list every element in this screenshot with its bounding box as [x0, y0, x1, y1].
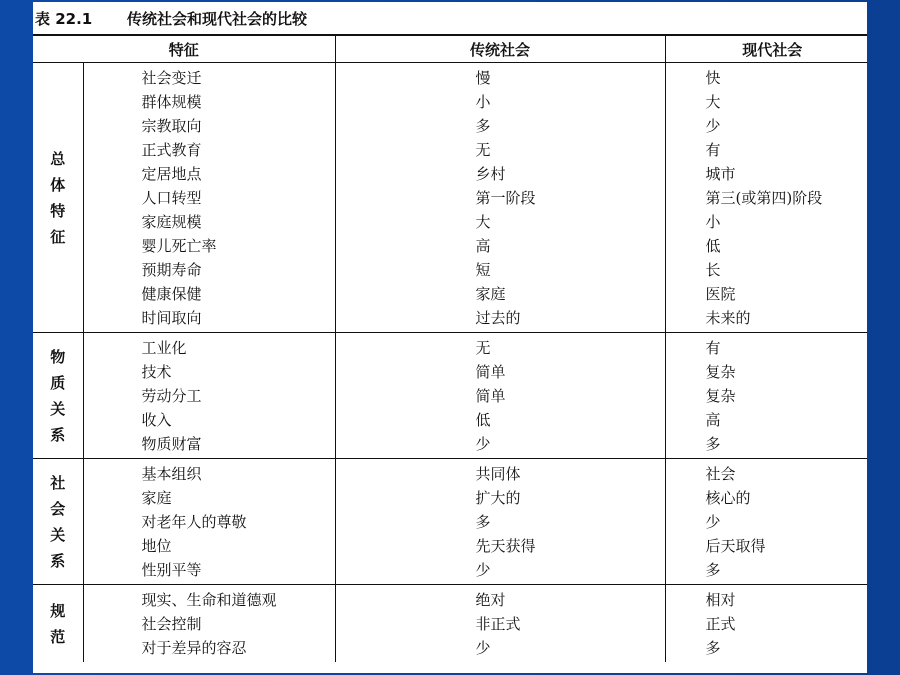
traditional-value: 少 [475, 435, 491, 453]
feature-item: 社会变迁 [141, 69, 202, 87]
feature-item: 社会控制 [141, 615, 202, 633]
modern-value: 社会 [705, 465, 736, 483]
traditional-value: 简单 [475, 387, 506, 405]
group-char: 物 [50, 347, 66, 366]
traditional-cell [335, 333, 665, 459]
traditional-value: 绝对 [475, 591, 506, 609]
section-row [33, 333, 867, 459]
feature-item: 预期寿命 [141, 261, 202, 279]
table-title: 传统社会和现代社会的比较 [127, 10, 308, 28]
traditional-value: 高 [475, 237, 491, 255]
feature-item: 定居地点 [141, 165, 202, 183]
group-char: 系 [50, 425, 66, 444]
traditional-value: 先天获得 [475, 537, 536, 555]
modern-value: 相对 [705, 591, 736, 609]
modern-cell [665, 459, 867, 585]
modern-value: 未来的 [705, 309, 751, 327]
modern-value: 多 [705, 639, 721, 657]
feature-item: 时间取向 [141, 309, 202, 327]
section-group-label [33, 63, 83, 333]
group-char: 社 [50, 473, 66, 492]
modern-value: 医院 [705, 285, 736, 303]
traditional-value: 家庭 [475, 285, 506, 303]
modern-value: 复杂 [705, 387, 736, 405]
feature-item: 正式教育 [141, 141, 202, 159]
modern-value: 少 [705, 513, 721, 531]
modern-value: 有 [705, 141, 721, 159]
feature-cell [83, 63, 335, 333]
section-row [33, 459, 867, 585]
section-row [33, 585, 867, 663]
group-char: 总 [50, 149, 66, 168]
table-sheet [33, 2, 867, 673]
modern-value: 城市 [705, 165, 736, 183]
traditional-value: 无 [475, 141, 491, 159]
feature-item: 基本组织 [141, 465, 202, 483]
modern-value: 小 [705, 213, 721, 231]
header-modern: 现代社会 [665, 35, 867, 63]
traditional-value: 大 [475, 213, 491, 231]
modern-value: 低 [705, 237, 721, 255]
group-char: 关 [50, 399, 66, 418]
modern-value: 后天取得 [705, 537, 766, 555]
traditional-value: 低 [475, 411, 491, 429]
section-group-label [33, 585, 83, 663]
traditional-cell [335, 459, 665, 585]
modern-value: 第三(或第四)阶段 [705, 189, 823, 207]
group-char: 关 [50, 525, 66, 544]
modern-value: 核心的 [705, 489, 751, 507]
traditional-value: 简单 [475, 363, 506, 381]
traditional-value: 扩大的 [475, 489, 521, 507]
group-char: 体 [50, 175, 66, 194]
feature-item: 婴儿死亡率 [141, 237, 217, 255]
modern-value: 复杂 [705, 363, 736, 381]
group-char: 特 [50, 201, 66, 220]
traditional-value: 小 [475, 93, 491, 111]
feature-item: 物质财富 [141, 435, 202, 453]
feature-cell [83, 333, 335, 459]
feature-item: 宗教取向 [141, 117, 202, 135]
group-char: 质 [50, 373, 66, 392]
feature-item: 工业化 [141, 339, 187, 357]
section-group-label [33, 333, 83, 459]
feature-item: 家庭规模 [141, 213, 202, 231]
group-char: 征 [50, 227, 66, 246]
feature-item: 技术 [141, 363, 172, 381]
traditional-value: 非正式 [475, 615, 521, 633]
modern-value: 多 [705, 561, 721, 579]
modern-value: 长 [705, 261, 721, 279]
modern-value: 有 [705, 339, 721, 357]
modern-value: 快 [705, 69, 721, 87]
modern-cell [665, 333, 867, 459]
traditional-value: 多 [475, 513, 491, 531]
traditional-value: 少 [475, 561, 491, 579]
header-feature: 特征 [33, 35, 335, 63]
feature-item: 收入 [141, 411, 172, 429]
group-char: 会 [50, 499, 66, 518]
feature-cell [83, 459, 335, 585]
comparison-table [33, 34, 867, 662]
feature-item: 健康保健 [141, 285, 202, 303]
group-char: 系 [50, 551, 66, 570]
traditional-cell [335, 63, 665, 333]
traditional-value: 共同体 [475, 465, 521, 483]
modern-cell [665, 63, 867, 333]
traditional-value: 多 [475, 117, 491, 135]
feature-item: 地位 [141, 537, 172, 555]
section-row [33, 63, 867, 333]
feature-item: 家庭 [141, 489, 172, 507]
group-char: 范 [50, 627, 66, 646]
modern-cell [665, 585, 867, 663]
traditional-value: 第一阶段 [475, 189, 536, 207]
modern-value: 少 [705, 117, 721, 135]
feature-item: 群体规模 [141, 93, 202, 111]
feature-item: 性别平等 [141, 561, 202, 579]
header-row [33, 35, 867, 63]
feature-item: 人口转型 [141, 189, 202, 207]
traditional-cell [335, 585, 665, 663]
traditional-value: 短 [475, 261, 491, 279]
feature-item: 劳动分工 [141, 387, 202, 405]
traditional-value: 慢 [475, 69, 491, 87]
traditional-value: 少 [475, 639, 491, 657]
modern-value: 正式 [705, 615, 736, 633]
modern-value: 高 [705, 411, 721, 429]
feature-item: 对老年人的尊敬 [141, 513, 247, 531]
feature-item: 对于差异的容忍 [141, 639, 247, 657]
section-group-label [33, 459, 83, 585]
table-number: 表 22.1 [35, 10, 93, 28]
traditional-value: 乡村 [475, 165, 506, 183]
table-caption [35, 8, 307, 28]
traditional-value: 无 [475, 339, 491, 357]
modern-value: 多 [705, 435, 721, 453]
feature-cell [83, 585, 335, 663]
traditional-value: 过去的 [475, 309, 521, 327]
feature-item: 现实、生命和道德观 [141, 591, 277, 609]
modern-value: 大 [705, 93, 721, 111]
header-traditional: 传统社会 [335, 35, 665, 63]
group-char: 规 [50, 601, 66, 620]
